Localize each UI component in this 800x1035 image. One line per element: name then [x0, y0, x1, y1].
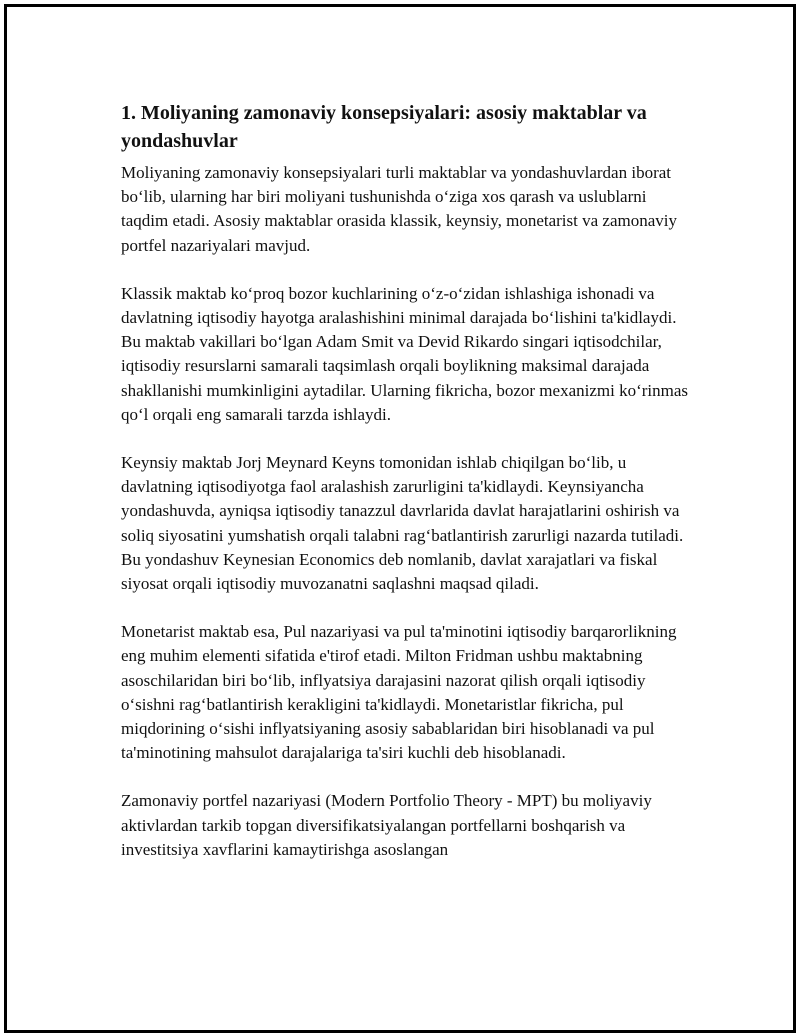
paragraph-portfolio-theory: Zamonaviy portfel nazariyasi (Modern Portfolio Theory - MPT) bu moliyaviy aktivlardan tarkib topgan diversifikatsiyalangan portfellarni boshqarish va investitsiya xavflarini kamaytirishga asoslangan [121, 791, 652, 859]
document-content [121, 99, 693, 886]
document-page [4, 4, 796, 1033]
paragraph-keynesian-school: Keynsiy maktab Jorj Meynard Keyns tomonidan ishlab chiqilgan bo‘lib, u davlatning iqtisodiyotga faol aralashish zarurligini ta'kidlaydi. Keynsiyancha yondashuvda, ayniqsa iqtisodiy tanazzul davrlarida davlat harajatlarini oshirish va soliq siyosatini yumshatish orqali talabni rag‘batlantirish zarurligi nazarda tutiladi. Bu yondashuv Keynesian Economics deb nomlanib, davlat xarajatlari va fiskal siyosat orqali iqtisodiy muvozanatni saqlashni maqsad qiladi. [121, 453, 684, 594]
section-heading: 1. Moliyaning zamonaviy konsepsiyalari: asosiy maktablar va yondashuvlar [121, 102, 647, 152]
paragraph-monetarist-school: Monetarist maktab esa, Pul nazariyasi va pul ta'minotini iqtisodiy barqarorlikning eng muhim elementi sifatida e'tirof etadi. Milton Fridman ushbu maktabning asoschilaridan biri bo‘lib, inflyatsiya darajasini nazorat qilish orqali iqtisodiy o‘sishni rag‘batlantirish kerakligini ta'kidlaydi. Monetaristlar fikricha, pul miqdorining o‘sishi inflyatsiyaning asosiy sabablaridan biri hisoblanadi va pul ta'minotining mahsulot darajalariga ta'siri kuchli deb hisoblanadi. [121, 622, 677, 763]
paragraph-classical-school: Klassik maktab ko‘proq bozor kuchlarining o‘z-o‘zidan ishlashiga ishonadi va davlatning iqtisodiy hayotga aralashishini minimal darajada bo‘lishini ta'kidlaydi. Bu maktab vakillari bo‘lgan Adam Smit va Devid Rikardo singari iqtisodchilar, iqtisodiy resurslarni samarali taqsimlash orqali boylikning maksimal darajada shakllanishi mumkinligini aytadilar. Ularning fikricha, bozor mexanizmi ko‘rinmas qo‘l orqali eng samarali tarzda ishlaydi. [121, 283, 689, 424]
paragraph-intro: Moliyaning zamonaviy konsepsiyalari turli maktablar va yondashuvlardan iborat bo‘lib, ularning har biri moliyani tushunishda o‘ziga xos qarash va uslublarni taqdim etadi. Asosiy maktablar orasida klassik, keynsiy, monetarist va zamonaviy portfel nazariyalari mavjud. [121, 163, 677, 255]
